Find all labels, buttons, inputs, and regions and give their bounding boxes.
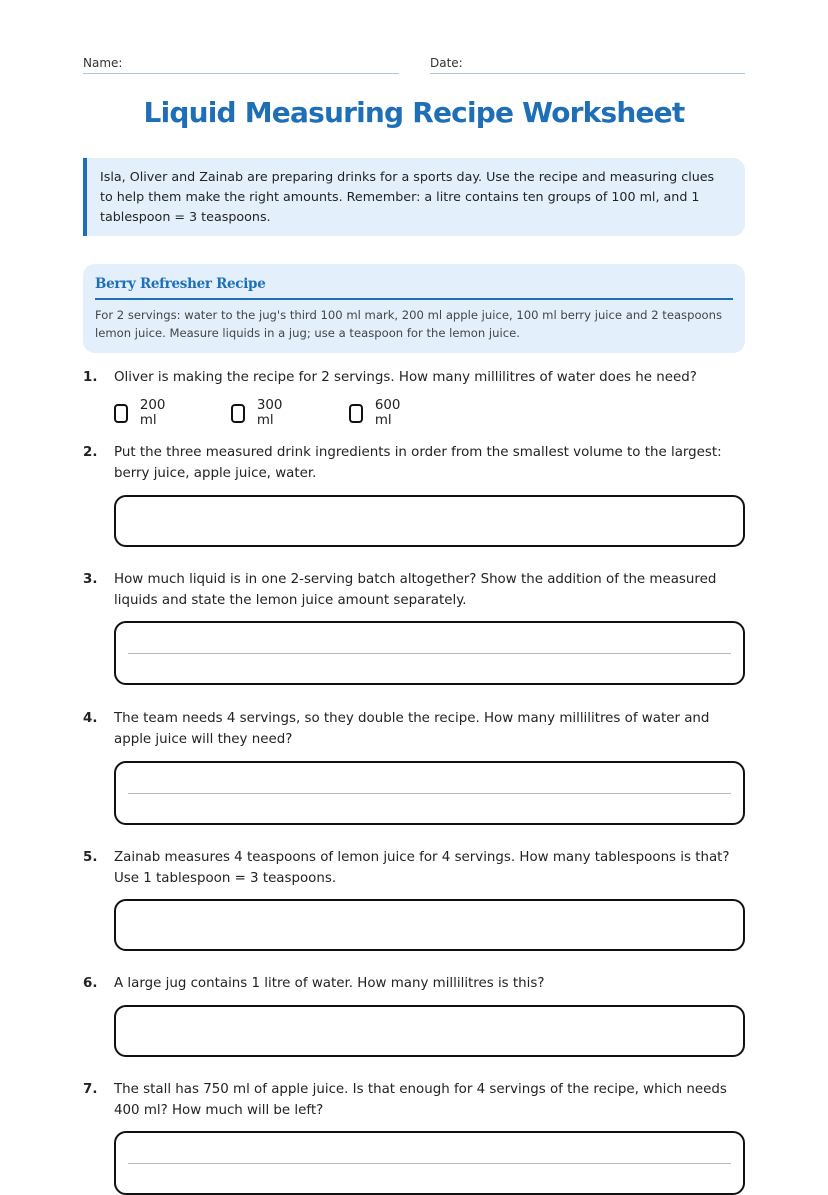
question-text: A large jug contains 1 litre of water. How many millilitres is this? bbox=[114, 976, 545, 991]
question-number: 5. bbox=[83, 850, 98, 865]
question-number: 4. bbox=[83, 711, 98, 726]
intro-box bbox=[83, 158, 745, 236]
question-number: 2. bbox=[83, 445, 98, 460]
answer-box-5[interactable] bbox=[114, 899, 745, 951]
question-6 bbox=[83, 973, 745, 994]
date-field[interactable] bbox=[430, 52, 745, 74]
option-label: 600 ml bbox=[374, 398, 401, 428]
option-300ml[interactable] bbox=[231, 398, 288, 428]
question-2 bbox=[83, 442, 745, 484]
question-text: Oliver is making the recipe for 2 servings. How many millilitres of water does he need? bbox=[114, 370, 697, 385]
option-200ml[interactable] bbox=[114, 398, 171, 428]
question-text: Zainab measures 4 teaspoons of lemon juice for 4 servings. How many tablespoons is that? Use 1 tablespoon = 3 teaspoons. bbox=[114, 850, 730, 886]
name-field[interactable] bbox=[83, 52, 399, 74]
option-label: 300 ml bbox=[256, 398, 283, 428]
answer-box-6[interactable] bbox=[114, 1005, 745, 1057]
intro-text: Isla, Oliver and Zainab are preparing drinks for a sports day. Use the recipe and measuring clues to help them make the right amounts. Remember: a litre contains ten groups of 100 ml, and 1 tablespoon = 3 teaspoons. bbox=[100, 169, 715, 224]
writing-line bbox=[128, 1163, 731, 1164]
question-number: 7. bbox=[83, 1082, 98, 1097]
checkbox[interactable] bbox=[231, 404, 245, 423]
answer-box-7[interactable] bbox=[114, 1131, 745, 1195]
question-5 bbox=[83, 847, 745, 889]
question-text: The team needs 4 servings, so they double the recipe. How many millilitres of water and apple juice will they need? bbox=[114, 711, 710, 747]
checkbox[interactable] bbox=[349, 404, 363, 423]
answer-box-4[interactable] bbox=[114, 761, 745, 825]
worksheet-title: Liquid Measuring Recipe Worksheet bbox=[143, 96, 685, 129]
recipe-box bbox=[83, 264, 745, 353]
question-3 bbox=[83, 569, 745, 611]
question-1 bbox=[83, 367, 745, 388]
option-600ml[interactable] bbox=[349, 398, 406, 428]
question-text: How much liquid is in one 2-serving batch altogether? Show the addition of the measured liquids and state the lemon juice amount separately. bbox=[114, 572, 717, 608]
recipe-title: Berry Refresher Recipe bbox=[95, 276, 733, 300]
question-7 bbox=[83, 1079, 745, 1121]
name-label: Name: bbox=[83, 56, 123, 70]
writing-line bbox=[128, 653, 731, 654]
option-label: 200 ml bbox=[139, 398, 166, 428]
question-number: 3. bbox=[83, 572, 98, 587]
question-number: 1. bbox=[83, 370, 98, 385]
date-label: Date: bbox=[430, 56, 463, 70]
recipe-text: For 2 servings: water to the jug's third 100 ml mark, 200 ml apple juice, 100 ml berry juice and 2 teaspoons lemon juice. Measure liquids in a jug; use a teaspoon for the lemon juice. bbox=[95, 308, 723, 340]
writing-line bbox=[128, 793, 731, 794]
checkbox[interactable] bbox=[114, 404, 128, 423]
question-4 bbox=[83, 708, 745, 750]
answer-box-3[interactable] bbox=[114, 621, 745, 685]
question-text: The stall has 750 ml of apple juice. Is that enough for 4 servings of the recipe, which needs 400 ml? How much will be left? bbox=[114, 1082, 727, 1118]
question-number: 6. bbox=[83, 976, 98, 991]
answer-box-2[interactable] bbox=[114, 495, 745, 547]
question-text: Put the three measured drink ingredients in order from the smallest volume to the largest: berry juice, apple juice, water. bbox=[114, 445, 722, 481]
